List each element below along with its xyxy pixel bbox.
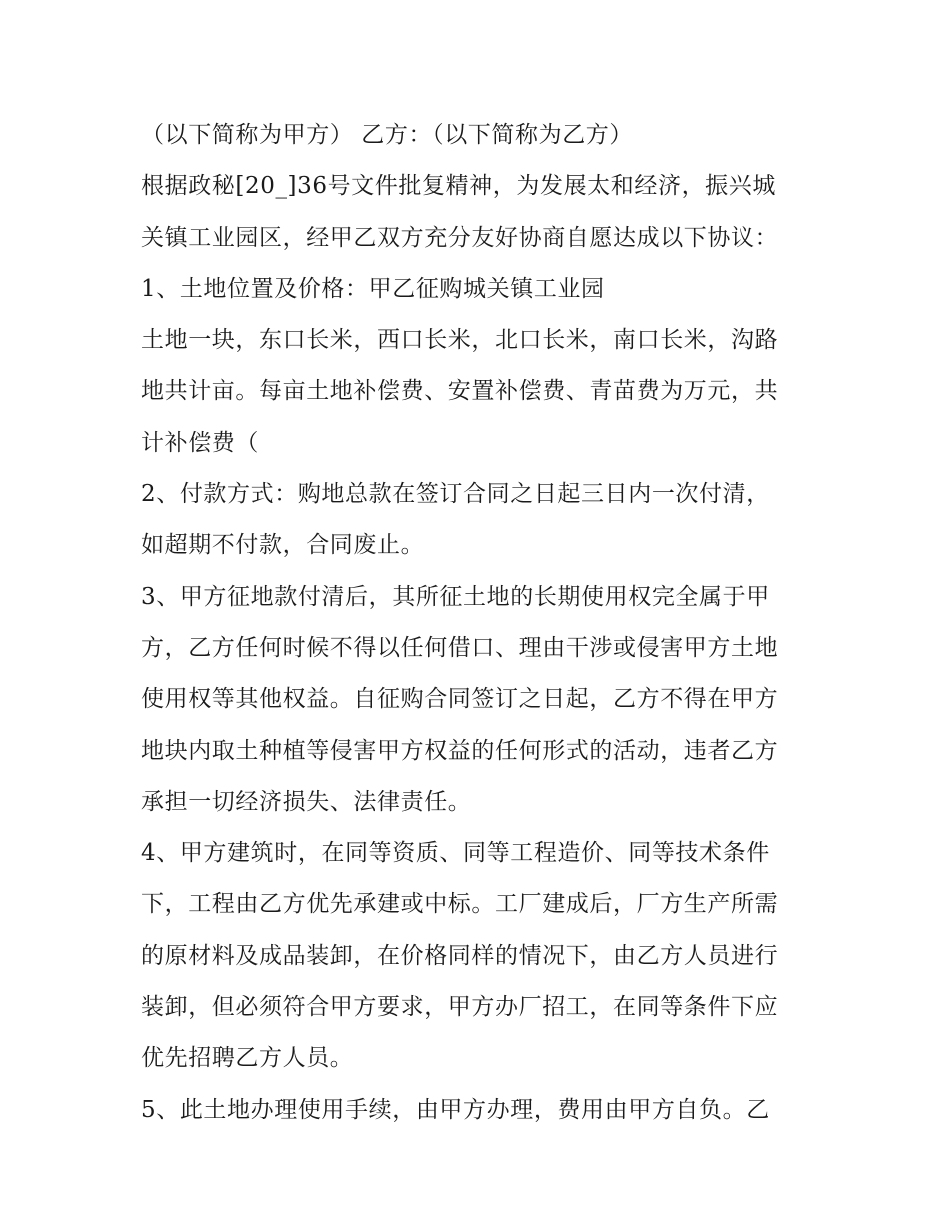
text-line: 地共计亩。每亩土地补偿费、安置补偿费、青苗费为万元，共 (141, 378, 779, 405)
text-line: 优先招聘乙方人员。 (141, 1045, 354, 1072)
text-line: 如超期不付款，合同废止。 (141, 532, 425, 559)
text-line: 根据政秘[20_]36号文件批复精神，为发展太和经济，振兴城 (141, 173, 776, 200)
text-line: 关镇工业园区，经甲乙双方充分友好协商自愿达成以下协议： (141, 224, 779, 251)
text-line: 计补偿费（ (141, 429, 259, 456)
text-line: 方，乙方任何时候不得以任何借口、理由干涉或侵害甲方土地 (141, 634, 779, 661)
text-line: 下，工程由乙方优先承建或中标。工厂建成后，厂方生产所需 (141, 891, 779, 918)
text-line: 地块内取土种植等侵害甲方权益的任何形式的活动，违者乙方 (141, 737, 779, 764)
text-line: 承担一切经济损失、法律责任。 (141, 788, 472, 815)
text-line: 的原材料及成品装卸，在价格同样的情况下，由乙方人员进行 (141, 942, 779, 969)
clause-4-line: 4、甲方建筑时，在同等资质、同等工程造价、同等技术条件 (141, 840, 770, 867)
text-line: 装卸，但必须符合甲方要求，甲方办厂招工，在同等条件下应 (141, 994, 779, 1021)
text-line: 使用权等其他权益。自征购合同签订之日起，乙方不得在甲方 (141, 686, 779, 713)
clause-5-line: 5、此土地办理使用手续，由甲方办理，费用由甲方自负。乙 (141, 1096, 770, 1123)
document-body (141, 110, 821, 1136)
text-line: （以下简称为甲方） 乙方：（以下简称为乙方） (141, 122, 634, 148)
clause-1-line: 1、土地位置及价格：甲乙征购城关镇工业园 (141, 275, 605, 302)
clause-3-line: 3、甲方征地款付清后，其所征土地的长期使用权完全属于甲 (141, 583, 770, 610)
clause-2-line: 2、付款方式：购地总款在签订合同之日起三日内一次付清， (141, 481, 770, 508)
text-line: 土地一块，东口长米，西口长米，北口长米，南口长米，沟路 (141, 327, 779, 354)
